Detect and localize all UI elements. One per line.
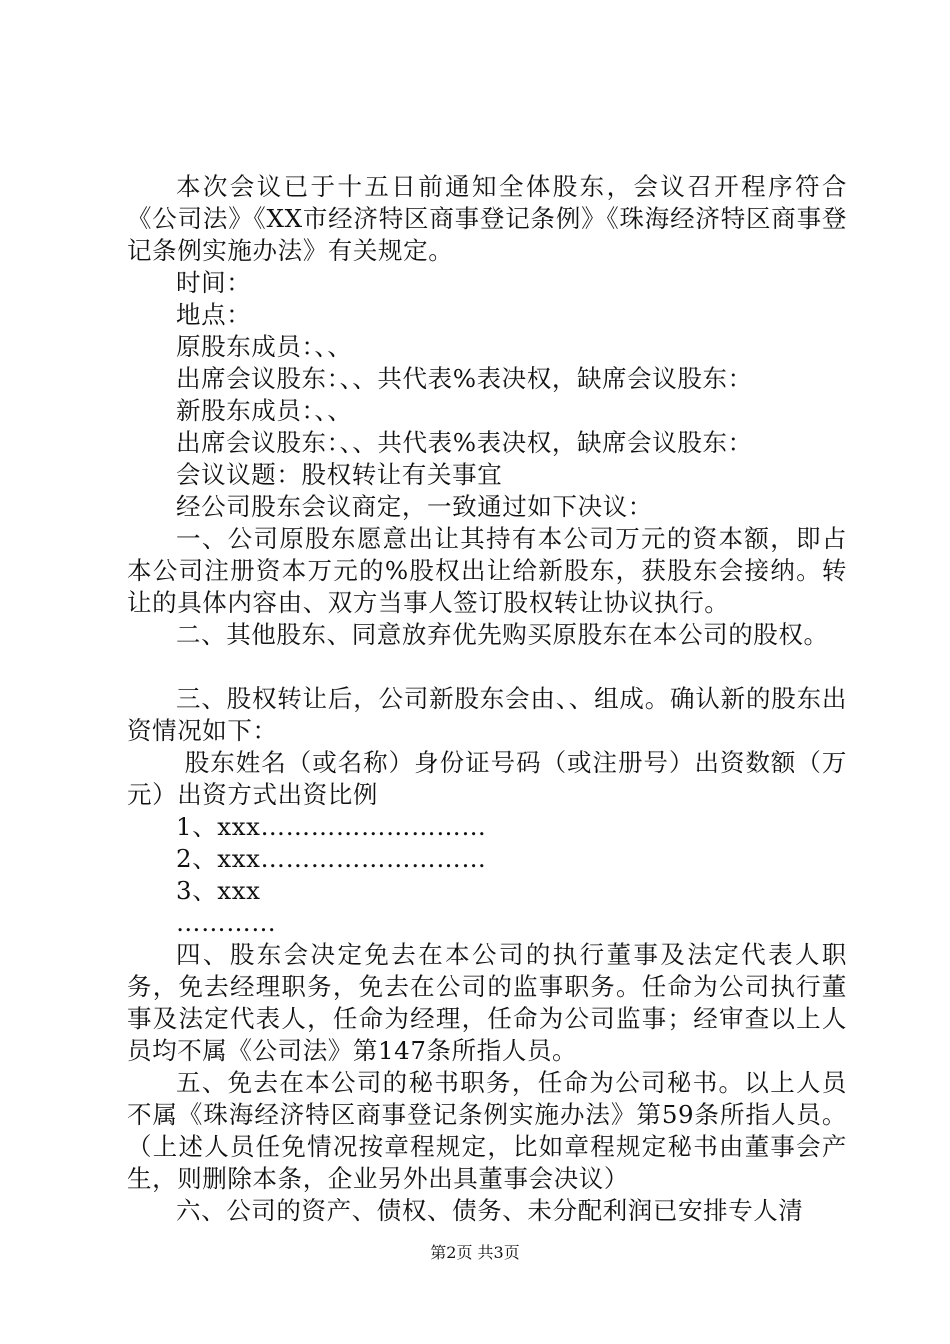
paragraph-attending-shareholders-1: 出席会议股东：、、共代表%表决权，缺席会议股东：: [176, 364, 753, 393]
document-body: [127, 171, 847, 1227]
paragraph-resolution-6: 六、公司的资产、债权、债务、未分配利润已安排专人清: [176, 1196, 804, 1225]
paragraph-resolution-2: 二、其他股东、同意放弃优先购买原股东在本公司的股权。: [176, 620, 829, 649]
paragraph-agenda: 会议议题：股权转让有关事宜: [176, 460, 503, 489]
paragraph-list-item-3: 3、xxx: [176, 876, 261, 905]
paragraph-location: 地点：: [176, 300, 252, 329]
paragraph-original-shareholders: 原股东成员：、、: [176, 332, 353, 361]
paragraph-ellipsis: …………: [176, 908, 277, 937]
paragraph-resolution-1: 一、公司原股东愿意出让其持有本公司万元的资本额，即占本公司注册资本万元的%股权出让给新股东，获股东会接纳。转让的具体内容由、双方当事人签订股权转让协议执行。: [127, 524, 847, 617]
paragraph-list-item-2: 2、xxx………………………: [176, 844, 487, 873]
paragraph-notice: 本次会议已于十五日前通知全体股东，会议召开程序符合《公司法》《XX市经济特区商事登记条例》《珠海经济特区商事登记条例实施办法》有关规定。: [127, 172, 847, 265]
paragraph-list-item-1: 1、xxx………………………: [176, 812, 487, 841]
paragraph-resolution-intro: 经公司股东会议商定，一致通过如下决议：: [176, 492, 653, 521]
paragraph-new-shareholders: 新股东成员：、、: [176, 396, 353, 425]
page-footer: 第2页 共3页: [430, 1243, 520, 1262]
paragraph-resolution-4: 四、股东会决定免去在本公司的执行董事及法定代表人职务，免去经理职务，免去在公司的监事职务。任命为公司执行董事及法定代表人，任命为经理，任命为公司监事；经审查以上人员均不属《公司法》第147条所指人员。: [127, 940, 847, 1065]
paragraph-resolution-3: 三、股权转让后，公司新股东会由、、组成。确认新的股东出资情况如下：: [127, 684, 847, 745]
paragraph-capital-table-header: 股东姓名（或名称）身份证号码（或注册号）出资数额（万元）出资方式出资比例: [127, 748, 847, 809]
paragraph-resolution-5: 五、免去在本公司的秘书职务，任命为公司秘书。以上人员不属《珠海经济特区商事登记条例实施办法》第59条所指人员。（上述人员任免情况按章程规定，比如章程规定秘书由董事会产生，则删除本条，企业另外出具董事会决议）: [127, 1068, 847, 1193]
paragraph-attending-shareholders-2: 出席会议股东：、、共代表%表决权，缺席会议股东：: [176, 428, 753, 457]
paragraph-time: 时间：: [176, 268, 252, 297]
